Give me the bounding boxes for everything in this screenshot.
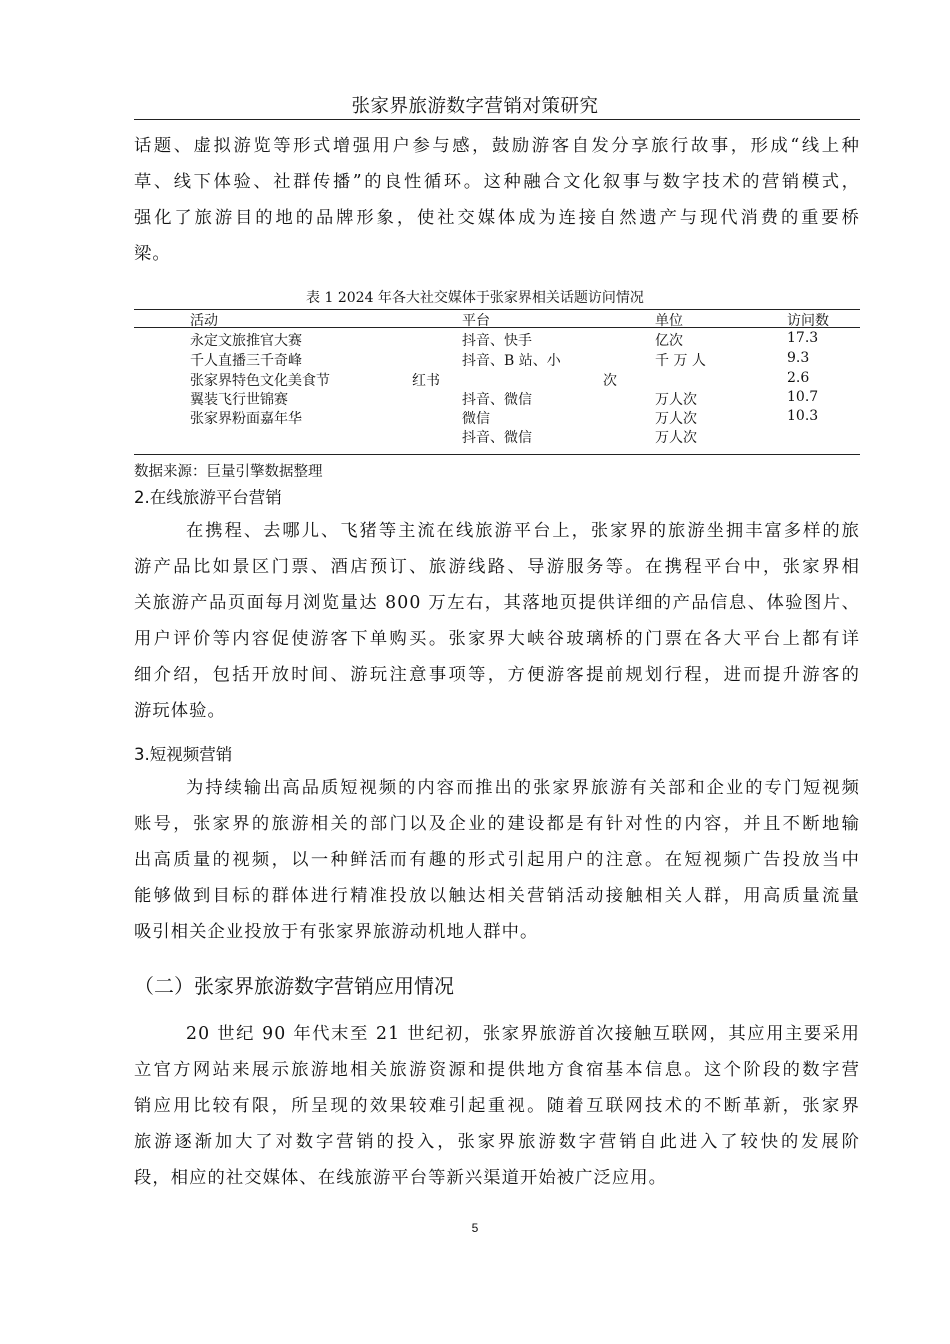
cell-unit: 千 万 人	[655, 353, 706, 369]
cell-visits: 10.7	[787, 389, 819, 405]
text-line: 游产品比如景区门票、酒店预订、旅游线路、导游服务等。在携程平台中，张家界相	[134, 557, 860, 577]
cell-visits: 9.3	[787, 350, 810, 366]
table-bottom-rule	[134, 454, 860, 455]
cell-activity: 千人直播三千奇峰	[190, 353, 302, 369]
text-line: 细介绍，包括开放时间、游玩注意事项等，方便游客提前规划行程，进而提升游客的	[134, 665, 860, 685]
text-line: 销应用比较有限，所呈现的效果较难引起重视。随着互联网技术的不断革新，张家界	[134, 1096, 860, 1116]
cell-unit: 万人次	[655, 411, 697, 427]
text-line: 为持续输出高品质短视频的内容而推出的张家界旅游有关部和企业的专门短视频	[186, 778, 860, 798]
cell-activity: 翼装飞行世锦赛	[190, 392, 288, 408]
cell-platform: 微信	[462, 411, 490, 427]
cell-unit: 万人次	[655, 392, 697, 408]
cell-visits: 10.3	[787, 408, 819, 424]
cell-activity: 永定文旅推官大赛	[190, 333, 302, 349]
text-line: 强化了旅游目的地的品牌形象，使社交媒体成为连接自然遗产与现代消费的重要桥	[134, 208, 860, 228]
header-unit: 单位	[655, 313, 683, 329]
section-heading-online: 2.在线旅游平台营销	[134, 488, 282, 507]
header-activity: 活动	[190, 313, 218, 329]
cell-platform: 红书	[412, 373, 440, 389]
section-heading-video: 3.短视频营销	[134, 745, 233, 764]
text-line: 梁。	[134, 244, 171, 264]
text-line: 在携程、去哪儿、飞猪等主流在线旅游平台上，张家界的旅游坐拥丰富多样的旅	[186, 521, 860, 541]
video-paragraph	[134, 770, 860, 950]
table-source-note: 数据来源：巨量引擎数据整理	[134, 464, 323, 480]
cell-platform: 抖音、微信	[462, 392, 532, 408]
text-line: 账号，张家界的旅游相关的部门以及企业的建设都是有针对性的内容，并且不断地输	[134, 814, 860, 834]
text-line: 吸引相关企业投放于有张家界旅游动机地人群中。	[134, 922, 539, 942]
text-line: 出高质量的视频，以一种鲜活而有趣的形式引起用户的注意。在短视频广告投放当中	[134, 850, 860, 870]
table-top-rule	[134, 309, 860, 310]
text-line: 立官方网站来展示旅游地相关旅游资源和提供地方食宿基本信息。这个阶段的数字营	[134, 1060, 860, 1080]
table-header-rule	[134, 327, 860, 328]
running-header: 张家界旅游数字营销对策研究	[351, 96, 599, 117]
cell-platform: 抖音、B 站、小	[462, 353, 561, 369]
text-line: 关旅游产品页面每月浏览量达 800 万左右，其落地页提供详细的产品信息、体验图片、	[134, 593, 860, 613]
cell-activity: 张家界特色文化美食节	[190, 373, 330, 389]
text-line: 段，相应的社交媒体、在线旅游平台等新兴渠道开始被广泛应用。	[134, 1168, 668, 1188]
cell-visits: 17.3	[787, 330, 819, 346]
text-line: 话题、虚拟游览等形式增强用户参与感，鼓励游客自发分享旅行故事，形成“线上种	[134, 136, 860, 156]
header-visits: 访问数	[787, 313, 829, 329]
text-line: 游玩体验。	[134, 701, 226, 721]
cell-platform: 抖音、快手	[462, 333, 532, 349]
page-number: 5	[471, 1221, 479, 1235]
text-line: 旅游逐渐加大了对数字营销的投入，张家界旅游数字营销自此进入了较快的发展阶	[134, 1132, 860, 1152]
header-rule	[134, 119, 860, 120]
application-paragraph	[134, 1016, 860, 1196]
cell-unit: 亿次	[655, 333, 683, 349]
cell-activity: 张家界粉面嘉年华	[190, 411, 302, 427]
text-line: 草、线下体验、社群传播”的良性循环。这种融合文化叙事与数字技术的营销模式，	[134, 172, 860, 192]
text-line: 用户评价等内容促使游客下单购买。张家界大峡谷玻璃桥的门票在各大平台上都有详	[134, 629, 860, 649]
table-caption: 表 1 2024 年各大社交媒体于张家界相关话题访问情况	[306, 290, 644, 306]
cell-platform: 抖音、微信	[462, 430, 532, 446]
section-heading-application: （二）张家界旅游数字营销应用情况	[134, 974, 454, 998]
text-line: 能够做到目标的群体进行精准投放以触达相关营销活动接触相关人群，用高质量流量	[134, 886, 860, 906]
cell-unit: 万人次	[655, 430, 697, 446]
intro-paragraph	[134, 128, 860, 272]
text-line: 20 世纪 90 年代末至 21 世纪初，张家界旅游首次接触互联网，其应用主要采用	[186, 1024, 860, 1044]
cell-visits: 2.6	[787, 370, 810, 386]
header-platform: 平台	[462, 313, 490, 329]
cell-unit: 次	[603, 373, 617, 389]
online-paragraph	[134, 513, 860, 729]
